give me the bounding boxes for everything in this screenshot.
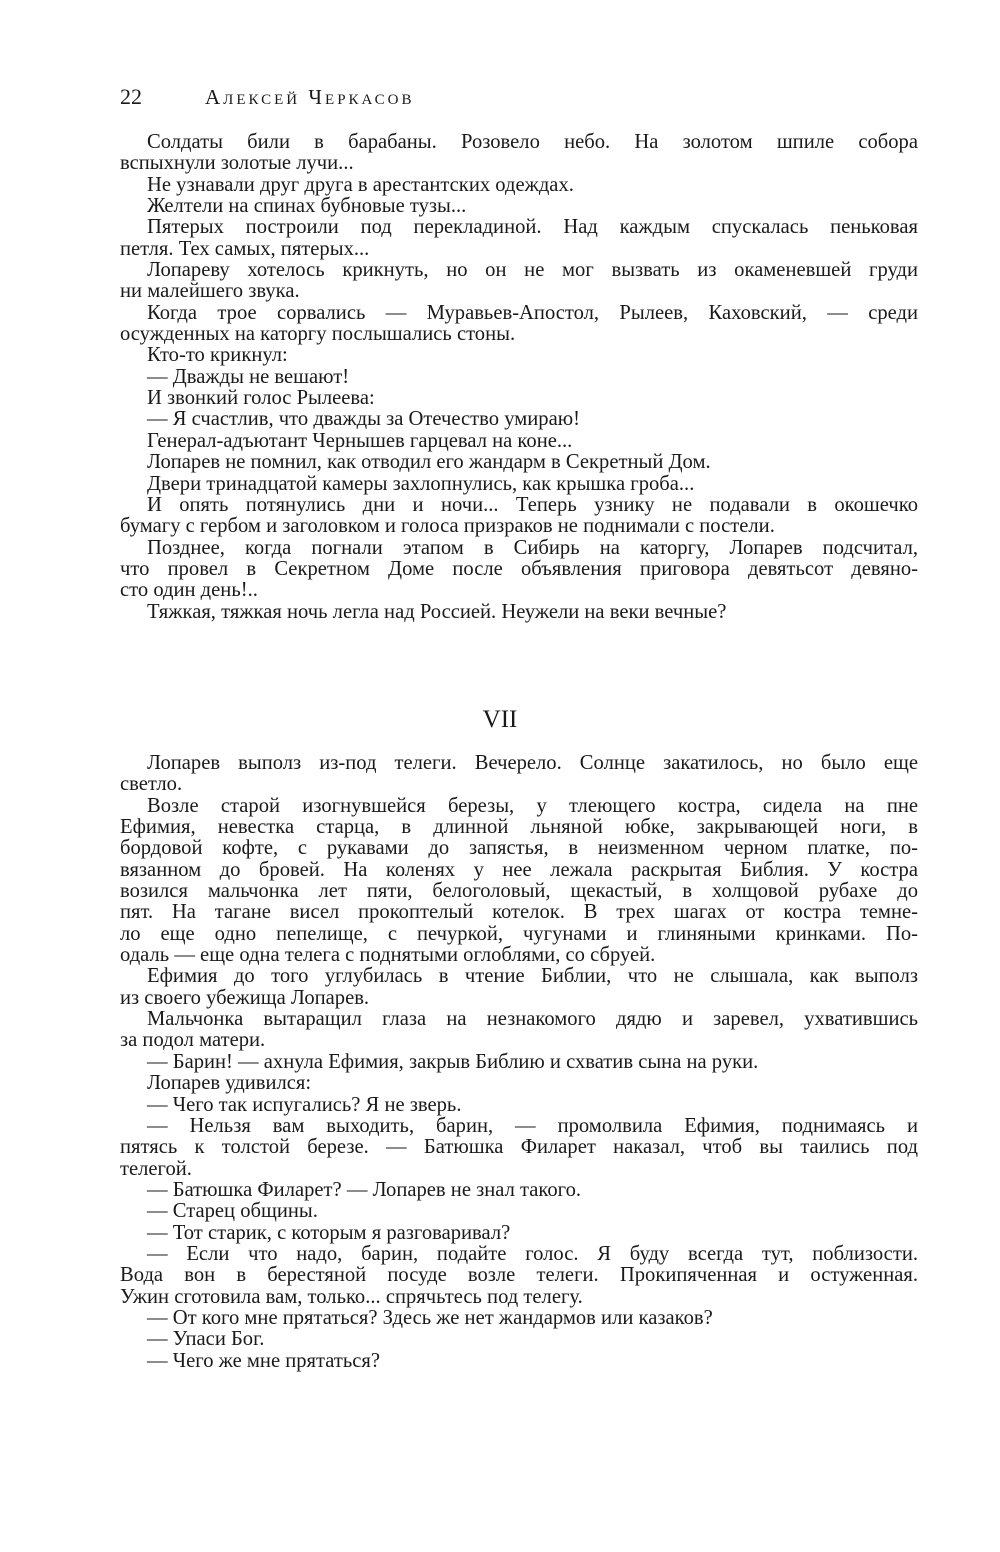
- paragraph: [120, 431, 918, 452]
- paragraph: [120, 1351, 918, 1372]
- paragraph: [120, 1201, 918, 1222]
- text-section-2: [120, 753, 918, 1372]
- text-line: за подол матери.: [120, 1029, 266, 1052]
- text-line: Лопарев не помнил, как отводил его жандарм в Секретный Дом.: [147, 451, 711, 474]
- paragraph: [120, 175, 918, 196]
- text-line: Лопарев удивился:: [147, 1072, 312, 1095]
- text-line: бумагу с гербом и заголовком и голоса призраков не поднимали с постели.: [120, 515, 775, 538]
- paragraph: [120, 753, 918, 796]
- paragraph: [120, 303, 918, 346]
- text-line: Ефимия, невестка старца, в длинной льняной юбке, закрывающей ноги, в: [120, 816, 918, 839]
- text-line: — Если что надо, барин, подайте голос. Я буду всегда тут, поблизости.: [147, 1242, 918, 1265]
- chapter-heading: VII: [482, 706, 518, 733]
- text-line: вспыхнули золотые лучи...: [120, 152, 354, 175]
- text-line: — Дважды не вешают!: [147, 365, 350, 388]
- text-line: — Нельзя вам выходить, барин, — промолвила Ефимия, поднимаясь и: [147, 1114, 918, 1137]
- text-line: Ефимия до того углубилась в чтение Библии, что не слышала, как выполз: [147, 965, 918, 988]
- running-header: [120, 84, 414, 110]
- paragraph: [120, 367, 918, 388]
- text-line: Солдаты били в барабаны. Розовело небо. На золотом шпиле собора: [147, 131, 918, 153]
- text-line: Тяжкая, тяжкая ночь легла над Россией. Неужели на веки вечные?: [147, 600, 727, 623]
- paragraph: [120, 452, 918, 473]
- text-line: — Тот старик, с которым я разговаривал?: [147, 1221, 511, 1244]
- text-line: ло еще одно пепелище, с печуркой, чугунами и глиняными кринками. По-: [120, 922, 918, 945]
- running-head-author: Алексей Черкасов: [205, 85, 415, 109]
- text-line: телегой.: [120, 1157, 192, 1180]
- text-line: ни малейшего звука.: [120, 280, 300, 303]
- text-line: что провел в Секретном Доме после объявления приговора девятьсот девяно-: [120, 557, 918, 580]
- text-line: Мальчонка вытаращил глаза на незнакомого дядю и заревел, ухватившись: [147, 1008, 918, 1031]
- text-line: Вода вон в берестяной посуде возле телеги. Прокипяченная и остуженная.: [120, 1264, 918, 1287]
- text-line: сто один день!..: [120, 579, 258, 602]
- text-line: И звонкий голос Рылеева:: [147, 387, 375, 410]
- text-line: Кто-то крикнул:: [147, 344, 288, 367]
- text-line: И опять потянулись дни и ночи... Теперь узнику не подавали в окошечко: [147, 493, 918, 516]
- paragraph: [120, 495, 918, 538]
- text-line: петля. Тех самых, пятерых...: [120, 237, 370, 260]
- paragraph: [120, 602, 918, 623]
- page-number: 22: [120, 84, 142, 109]
- text-line: одаль — еще одна телега с поднятыми оглоблями, со сбруей.: [120, 944, 656, 967]
- paragraph: [120, 538, 918, 602]
- paragraph: [120, 966, 918, 1009]
- paragraph: [120, 1223, 918, 1244]
- text-line: Лопареву хотелось крикнуть, но он не мог вызвать из окаменевшей груди: [147, 259, 918, 282]
- text-line: Ужин сготовила вам, только... спрячьтесь под телегу.: [120, 1285, 583, 1308]
- paragraph: [120, 132, 918, 175]
- text-line: Лопарев выполз из-под телеги. Вечерело. Солнце закатилось, но было еще: [147, 752, 918, 774]
- paragraph: [120, 1180, 918, 1201]
- paragraph: [120, 345, 918, 366]
- paragraph: [120, 217, 918, 260]
- text-line: — Батюшка Филарет? — Лопарев не знал такого.: [147, 1178, 582, 1201]
- text-line: Пятерых построили под перекладиной. Над каждым спускалась пеньковая: [147, 216, 918, 239]
- paragraph: [120, 1009, 918, 1052]
- text-line: Позднее, когда погнали этапом в Сибирь на каторгу, Лопарев подсчитал,: [147, 536, 918, 559]
- text-line: возился мальчонка лет пяти, белоголовый, щекастый, в холщовой рубахе до: [120, 880, 918, 903]
- paragraph: [120, 1244, 918, 1308]
- text-line: пятясь к толстой березе. — Батюшка Филарет наказал, чтоб вы таились под: [120, 1136, 918, 1159]
- paragraph: [120, 1052, 918, 1073]
- text-line: вязанном до бровей. На коленях у нее лежала раскрытая Библия. У костра: [120, 858, 918, 881]
- text-line: пят. На тагане висел прокоптелый котелок. В трех шагах от костра темне-: [120, 901, 918, 924]
- text-line: — Я счастлив, что дважды за Отечество умираю!: [147, 408, 580, 431]
- paragraph: [120, 474, 918, 495]
- paragraph: [120, 388, 918, 409]
- text-line: — Барин! — ахнула Ефимия, закрыв Библию и схватив сына на руки.: [147, 1050, 759, 1073]
- text-line: Генерал-адъютант Чернышев гарцевал на коне...: [147, 429, 573, 452]
- paragraph: [120, 796, 918, 967]
- text-line: Не узнавали друг друга в арестантских одеждах.: [147, 173, 574, 196]
- text-line: — От кого мне прятаться? Здесь же нет жандармов или казаков?: [147, 1306, 713, 1329]
- text-line: бордовой кофте, с рукавами до запястья, в неизменном черном платке, по-: [120, 837, 918, 860]
- text-line: Двери тринадцатой камеры захлопнулись, как крышка гроба...: [147, 472, 695, 495]
- text-line: — Чего же мне прятаться?: [147, 1349, 381, 1372]
- text-line: — Старец общины.: [147, 1200, 318, 1223]
- text-line: Возле старой изогнувшейся березы, у тлеющего костра, сидела на пне: [147, 794, 918, 817]
- text-line: светло.: [120, 773, 183, 796]
- text-line: — Чего так испугались? Я не зверь.: [147, 1093, 462, 1116]
- paragraph: [120, 1073, 918, 1094]
- paragraph: [120, 409, 918, 430]
- paragraph: [120, 1116, 918, 1180]
- text-line: — Упаси Бог.: [147, 1328, 265, 1351]
- text-section-1: [120, 132, 918, 623]
- text-line: осужденных на каторгу послышались стоны.: [120, 323, 516, 346]
- paragraph: [120, 1329, 918, 1350]
- text-line: Желтели на спинах бубновые тузы...: [147, 195, 467, 218]
- paragraph: [120, 260, 918, 303]
- paragraph: [120, 1095, 918, 1116]
- text-line: из своего убежища Лопарев.: [120, 986, 370, 1009]
- paragraph: [120, 196, 918, 217]
- paragraph: [120, 1308, 918, 1329]
- text-line: Когда трое сорвались — Муравьев-Апостол, Рылеев, Каховский, — среди: [147, 301, 918, 324]
